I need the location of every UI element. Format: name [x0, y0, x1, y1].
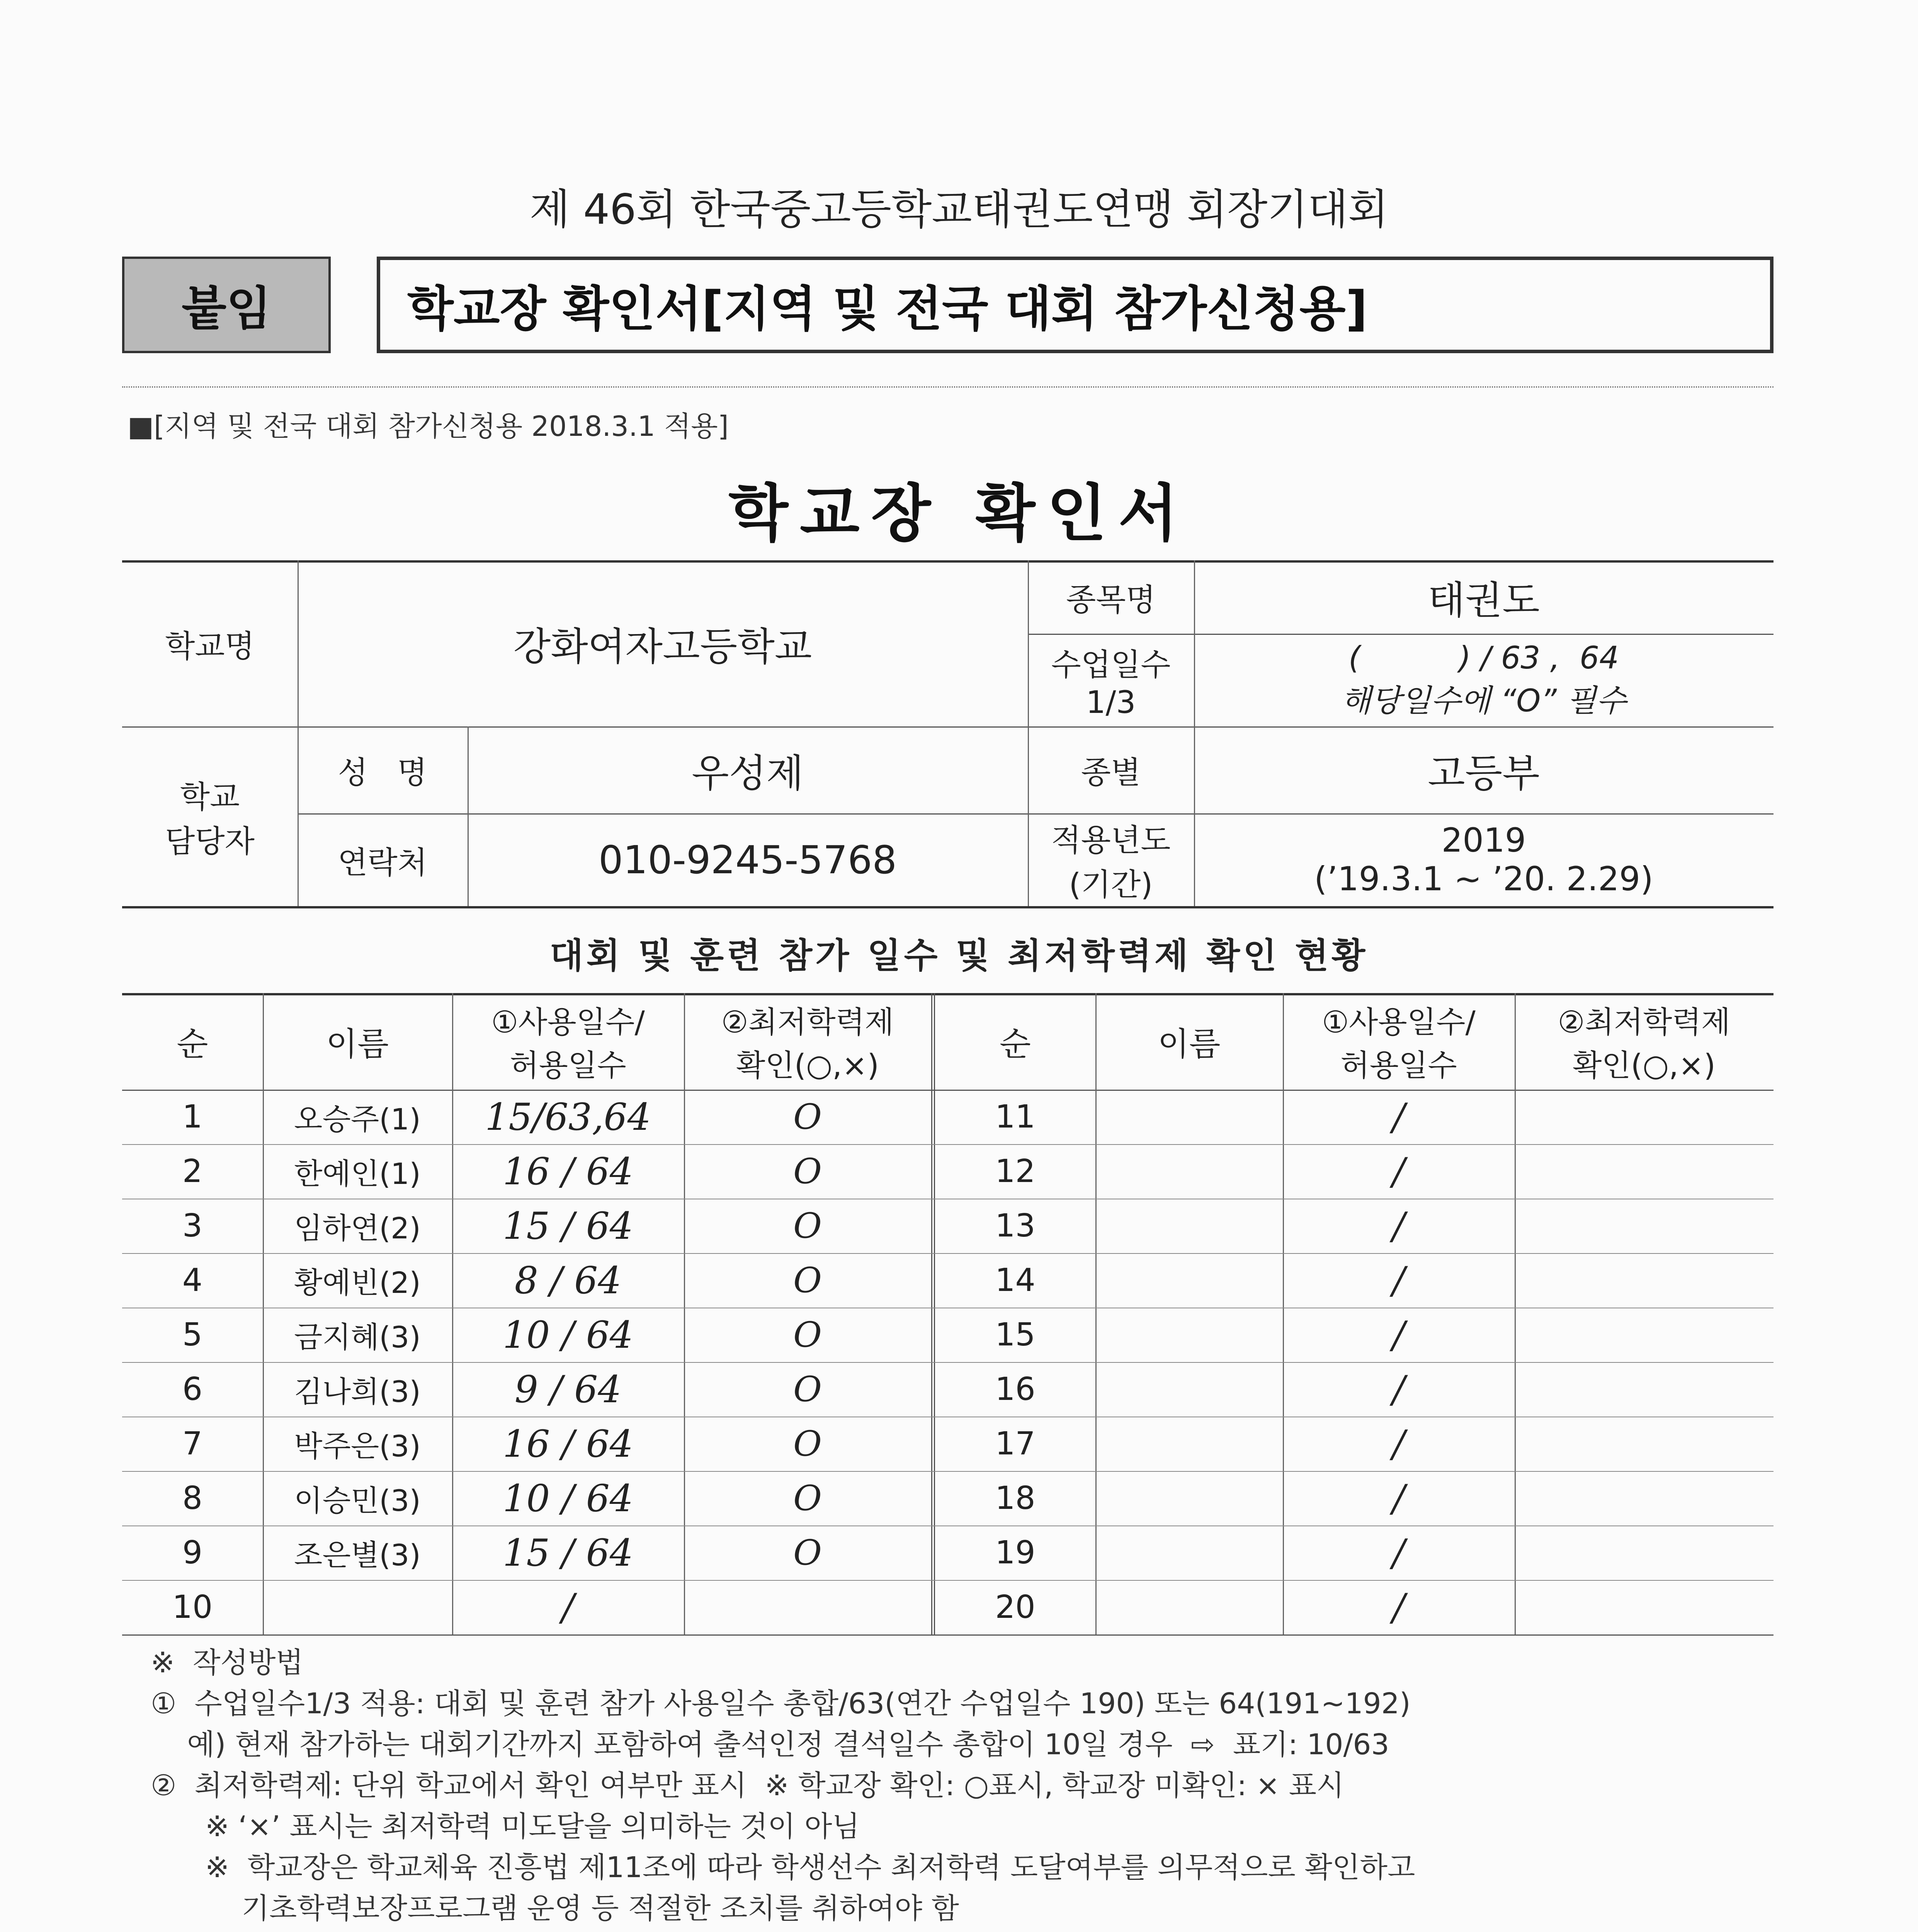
row-no: 17	[995, 1425, 1036, 1462]
row-no: 9	[182, 1534, 203, 1571]
row-check: O	[793, 1423, 822, 1464]
row-no: 8	[182, 1480, 203, 1517]
days-label	[1028, 634, 1194, 726]
row-check	[1515, 1471, 1773, 1526]
row-no: 2	[182, 1153, 203, 1190]
row-no: 6	[182, 1371, 203, 1408]
row-name	[1095, 1417, 1283, 1471]
row-days: /	[561, 1585, 575, 1629]
event-title: 제 46회 한국중고등학교태권도연맹 회장기대회	[529, 185, 1389, 234]
days-value-1: ( ) / 63 , 64	[1348, 640, 1619, 676]
row-no: 15	[995, 1316, 1036, 1353]
attach-label: 붙임	[182, 282, 271, 336]
row-check: O	[793, 1097, 822, 1137]
row-name: 금지혜(3)	[294, 1320, 421, 1354]
row-check: O	[793, 1369, 822, 1410]
school-value: 강화여자고등학교	[513, 624, 812, 669]
name-label: 성 명	[338, 755, 427, 791]
row-no: 20	[995, 1589, 1036, 1626]
col-check-header	[684, 993, 931, 1090]
row-days: /	[1392, 1585, 1405, 1629]
row-name: 이승민(3)	[294, 1483, 421, 1518]
row-days: 16 / 64	[503, 1150, 633, 1193]
sport-label: 종목명	[1066, 582, 1156, 618]
year-value-2: (’19.3.1 ~ ’20. 2.29)	[1314, 860, 1653, 898]
instruction-line: ① 수업일수1/3 적용: 대회 및 훈련 참가 사용일수 총합/63(연간 수업일수 190) 또는 64(191~192)	[151, 1687, 1411, 1720]
row-check: O	[793, 1315, 822, 1355]
col-check-header-right	[1515, 993, 1773, 1090]
row-check	[1515, 1308, 1773, 1362]
row-days: 15 / 64	[503, 1204, 633, 1248]
row-name: 박주은(3)	[294, 1429, 421, 1463]
row-check	[1515, 1253, 1773, 1308]
row-check: O	[793, 1532, 822, 1573]
school-label: 학교명	[165, 628, 255, 664]
instruction-line	[151, 1929, 1773, 1932]
row-name	[1095, 1144, 1283, 1199]
row-check	[1515, 1526, 1773, 1580]
row-days: 16 / 64	[503, 1422, 633, 1466]
row-no: 19	[995, 1534, 1036, 1571]
year-value-1: 2019	[1441, 821, 1526, 860]
row-name	[1095, 1471, 1283, 1526]
header-rule	[122, 386, 1773, 388]
col-days-header-right-1: ①사용일수/	[1322, 1005, 1476, 1040]
days-value	[1194, 634, 1773, 726]
division-value: 고등부	[1428, 750, 1540, 796]
phone-value: 010-9245-5768	[598, 837, 897, 883]
col-days-header-2: 허용일수	[510, 1048, 626, 1083]
name-value: 우성제	[692, 750, 804, 796]
year-label-2: (기간)	[1069, 867, 1153, 903]
row-name	[1095, 1362, 1283, 1417]
row-days: 10 / 64	[503, 1313, 633, 1357]
row-no: 16	[995, 1371, 1036, 1408]
row-name	[1095, 1308, 1283, 1362]
col-days-header-right	[1283, 993, 1515, 1090]
days-value-2: 해당일수에 “O” 필수	[1341, 683, 1626, 719]
col-no-header-right: 순	[999, 1025, 1031, 1063]
col-check-header-2: 확인(○,×)	[736, 1048, 879, 1083]
phone-label: 연락처	[338, 844, 427, 881]
col-check-header-right-2: 확인(○,×)	[1573, 1048, 1716, 1083]
row-no: 14	[995, 1262, 1036, 1299]
contact-label	[122, 726, 298, 906]
row-name	[1095, 1090, 1283, 1144]
col-name-header-right: 이름	[1158, 1025, 1221, 1063]
days-label-1: 수업일수	[1051, 647, 1171, 683]
row-days: 15/63,64	[485, 1095, 651, 1139]
year-label-1: 적용년도	[1051, 822, 1171, 858]
contact-label-1: 학교	[180, 779, 240, 815]
application-note: ■[지역 및 전국 대회 참가신청용 2018.3.1 적용]	[128, 410, 729, 442]
row-no: 13	[995, 1208, 1036, 1244]
division-label: 종별	[1081, 755, 1141, 791]
contact-label-2: 담당자	[165, 823, 255, 859]
instruction-line: 기초학력보장프로그램 운영 등 적절한 조치를 취하여야 함	[151, 1892, 959, 1925]
instructions	[151, 1642, 1773, 1932]
row-name: 오승주(1)	[294, 1102, 421, 1136]
status-title: 대회 및 훈련 참가 일수 및 최저학력제 확인 현황	[549, 935, 1369, 976]
col-days-header	[452, 993, 684, 1090]
doc-title: 학교장 확인서	[728, 477, 1190, 549]
row-name	[1095, 1580, 1283, 1634]
year-value	[1194, 813, 1773, 906]
attach-label-box	[122, 257, 331, 353]
instruction-line: ② 최저학력제: 단위 학교에서 확인 여부만 표시 ※ 학교장 확인: ○표시, 학교장 미확인: × 표시	[151, 1769, 1344, 1802]
row-name: 조은별(3)	[294, 1538, 421, 1572]
row-check: O	[793, 1206, 822, 1246]
instruction-line: ※ 학교장은 학교체육 진흥법 제11조에 따라 학생선수 최저학력 도달여부를 의무적으로 확인하고	[151, 1851, 1415, 1884]
row-days: 9 / 64	[514, 1367, 622, 1411]
row-days: 8 / 64	[514, 1259, 622, 1302]
row-no: 12	[995, 1153, 1036, 1190]
row-name	[263, 1580, 452, 1634]
row-days: 15 / 64	[503, 1531, 633, 1575]
row-no: 7	[182, 1425, 203, 1462]
row-no: 10	[172, 1589, 213, 1626]
row-check	[1515, 1417, 1773, 1471]
row-check	[1515, 1199, 1773, 1253]
header-title: 학교장 확인서[지역 및 전국 대회 참가신청용]	[407, 281, 1368, 337]
row-days: 10 / 64	[503, 1476, 633, 1520]
col-name-header: 이름	[326, 1025, 389, 1063]
row-check	[1515, 1144, 1773, 1199]
row-name	[1095, 1253, 1283, 1308]
row-name: 황예빈(2)	[294, 1265, 421, 1300]
col-no-header: 순	[177, 1025, 208, 1063]
row-days: /	[1392, 1313, 1405, 1357]
row-days: /	[1392, 1476, 1405, 1520]
row-no: 11	[995, 1099, 1036, 1135]
row-name	[1095, 1199, 1283, 1253]
row-days: /	[1392, 1367, 1405, 1411]
row-days: /	[1392, 1204, 1405, 1248]
row-name	[1095, 1526, 1283, 1580]
row-name: 한예인(1)	[294, 1156, 421, 1191]
row-no: 1	[182, 1099, 203, 1135]
row-no: 18	[995, 1480, 1036, 1517]
row-days: /	[1392, 1095, 1405, 1139]
row-check	[684, 1580, 931, 1634]
instruction-line: 예) 현재 참가하는 대회기간까지 포함하여 출석인정 결석일수 총합이 10일 경우 ⇨ 표기: 10/63	[151, 1728, 1389, 1761]
row-no: 4	[182, 1262, 203, 1299]
row-name: 임하연(2)	[294, 1211, 421, 1245]
row-check	[1515, 1580, 1773, 1634]
row-check: O	[793, 1478, 822, 1519]
row-days: /	[1392, 1422, 1405, 1466]
col-check-header-1: ②최저학력제	[721, 1005, 894, 1040]
row-check	[1515, 1090, 1773, 1144]
col-days-header-right-2: 허용일수	[1340, 1048, 1457, 1083]
row-no: 3	[182, 1208, 203, 1244]
instruction-line: ※ ‘×’ 표시는 최저학력 미도달을 의미하는 것이 아님	[151, 1810, 860, 1843]
days-label-2: 1/3	[1086, 684, 1136, 720]
row-days: /	[1392, 1259, 1405, 1302]
row-check	[1515, 1362, 1773, 1417]
row-no: 5	[182, 1316, 203, 1353]
year-label	[1028, 813, 1194, 906]
row-days: /	[1392, 1531, 1405, 1575]
sport-value: 태권도	[1428, 578, 1540, 623]
row-name: 김나희(3)	[294, 1374, 421, 1409]
row-days: /	[1392, 1150, 1405, 1193]
col-days-header-1: ①사용일수/	[491, 1005, 645, 1040]
instruction-line: ※ 작성방법	[151, 1646, 303, 1679]
col-check-header-right-1: ②최저학력제	[1558, 1005, 1731, 1040]
header-title-box	[377, 257, 1773, 353]
row-check: O	[793, 1151, 822, 1192]
row-check: O	[793, 1260, 822, 1301]
